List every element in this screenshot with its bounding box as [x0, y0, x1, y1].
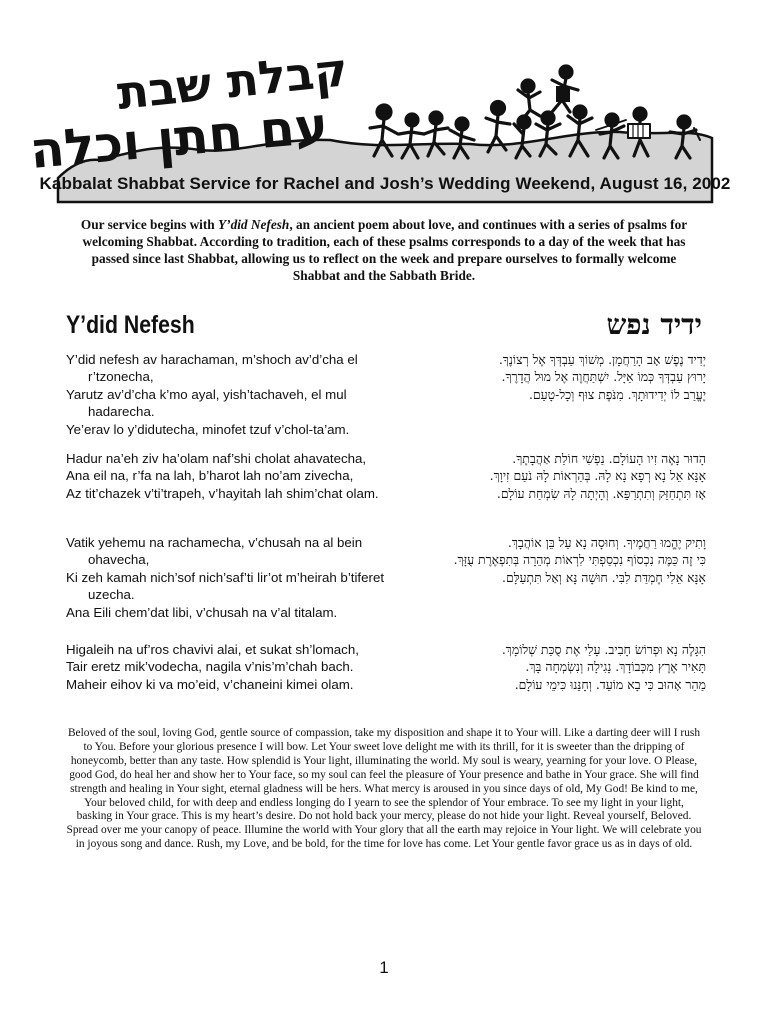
hebrew-text [416, 641, 706, 693]
verse-line: וָתִיק יֶהֱמוּ רַחֲמֶיךָ. וְחוּסָה נָא עַל בֵּן אוֹהֲבָךְ. [507, 535, 706, 550]
verse-line: תָּאִיר אֶרֶץ מִכְּבוֹדָךְ. נָגִילָה וְנִשְׂמְחָה בָּךְ. [525, 659, 706, 675]
verse-line: כִּי זֶה כַּמֶּה נִכְסוֹף נִכְסַפְתִּי לִרְאוֹת מְהֵרָה בְּתִפְאֶרֶת עֻזָּךְ. [453, 552, 706, 568]
verse-line: Vatik yehemu na rachamecha, v’chusah na al bein ohavecha, [66, 535, 363, 568]
verse-line: Ye’erav lo y’didutecha, minofet tzuf v’chol-ta’am. [66, 421, 350, 437]
verse-line: הִגָּלֶה נָא וּפְרוֹשׂ חָבִיב. עָלַי אֶת סֻכַּת שְׁלוֹמָךְ. [501, 642, 706, 657]
intro-text-start: Our service begins with [80, 217, 219, 232]
hebrew-text [416, 450, 706, 502]
header-illustration [0, 0, 768, 205]
section-title-english: Y’did Nefesh [66, 311, 195, 339]
stanza [66, 450, 706, 520]
verse-line: Ana Eili chem’dat libi, v’chusah na v’al titalam. [66, 604, 338, 620]
english-transliteration [66, 351, 396, 438]
english-transliteration [66, 534, 396, 621]
hebrew-text [416, 534, 706, 586]
poem-verses [66, 351, 706, 708]
hebrew-title-line-2: עם חתן וכלה [27, 96, 331, 180]
intro-text-end: , an ancient poem about love, and continues with a series of psalms for welcoming Shabbat. According to tradition, each of these psalms corresponds to a day of the week that has passed since last Shabbat, allowing us to reflect on the week and prepare ourselves to formally welcome Shabbat and the Sabbath Bride. [82, 217, 688, 283]
verse-line: Yarutz av’d’cha k’mo ayal, yish’tachaveh, el mul hadarecha. [66, 386, 347, 420]
verse-line: יֶעֱרַב לוֹ יְדִידוּתָךְ. מִנֹּפֶת צוּף וְכָל-טָעַם. [528, 386, 706, 402]
page-number: 1 [379, 958, 389, 977]
verse-line: Higaleih na uf’ros chavivi alai, et sukat sh’lomach, [66, 642, 359, 657]
verse-line: יְדִיד נֶפֶשׁ אָב הָרַחֲמָן. מְשׁוֹךְ עַבְדְּךָ אֶל רְצוֹנֶךָ. [498, 352, 706, 367]
verse-line: Tair eretz mik’vodecha, nagila v’nis’m’chah bach. [66, 659, 354, 675]
hebrew-text [416, 351, 706, 403]
english-transliteration [66, 641, 396, 693]
verse-line: Y’did nefesh av harachaman, m’shoch av’d’cha el r’tzonecha, [66, 352, 358, 385]
intro-paragraph [70, 216, 698, 284]
verse-line: Hadur na’eh ziv ha’olam naf’shi cholat ahavatecha, [66, 451, 367, 466]
hebrew-title-line-1: קבלת שבת [114, 42, 351, 121]
english-transliteration [66, 450, 396, 502]
verse-line: הָדוּר נָאֶה זִיו הָעוֹלָם. נַפְשִׁי חוֹלַת אַהֲבָתֶךָ. [512, 451, 706, 466]
english-translation: Beloved of the soul, loving God, gentle source of compassion, take my disposition and shape it to Your will. Like a darting deer will I rush to You. Before your glorious presence I will bow. Let Your sweet love delight me with its thrill, for it is sweeter than the dripping of honeycomb, better than any taste. How splendid is Your light, illuminating the world. My soul is weary, yearning for your love. O Please, good God, do heal her and show her to Your face, so my soul can feel the pleasure of Your presence and bathe in Your grace. She will find strength and healing in Your sight, eternal gladness will be hers. What mercy is aroused in you since days of old, My God! Be kind to me, Your beloved child, for with deep and endless longing do I yearn to see the splendor of Your embrace. To see my light in your light, basking in Your grace. This is my heart’s desire. Do not hold back your mercy, please do not hide your light. Reveal yourself, Beloved. Spread over me your canopy of peace. Illumine the world with Your glory that all the earth may rejoice in Your light. We will celebrate you in joyous song and dance. Rush, my Love, and be bold, for the time for love has come. Let Your gentle favor grace us as in days of old. [66, 727, 702, 851]
stanza [66, 351, 706, 437]
verse-line: מַהֵר אָהוּב כִּי בָא מוֹעֵד. וְחָנֵּנוּ כִּימֵי עוֹלָם. [514, 676, 706, 692]
intro-poem-name: Y’did Nefesh [218, 217, 290, 232]
banner-title: Kabbalat Shabbat Service for Rachel and Josh’s Wedding Weekend, August 16, 2002 [39, 174, 731, 193]
verse-line: אָנָּא אֵל נָא רְפָא נָא לָהּ. בְּהַרְאוֹת לָהּ נֹעַם זִיוָךְ. [489, 468, 706, 484]
section-title-hebrew: ידיד נפש [606, 308, 702, 341]
stanza [66, 641, 706, 695]
verse-line: Maheir eihov ki va mo’eid, v’chaneini kimei olam. [66, 676, 354, 692]
stanza [66, 534, 706, 620]
verse-line: אָז תִּתְחַזֵּק וְתִתְרַפֵּא. וְהָיְתָה לָהּ שִׂמְחַת עוֹלָם. [496, 485, 706, 501]
verse-line: Az tit’chazek v’ti’trapeh, v’hayitah lah shim’chat olam. [66, 485, 379, 501]
verse-line: Ki zeh kamah nich’sof nich’saf’ti lir’ot m’heirah b’tiferet uzecha. [66, 569, 385, 603]
verse-line: אָנָּא אֵלִי חֶמְדַּת לִבִּי. חוּשָׁה נָּא וְאַל תִּתְעַלָּם. [502, 569, 706, 585]
verse-line: Ana eil na, r’fa na lah, b’harot lah no’am zivecha, [66, 468, 354, 484]
verse-line: יָרוּץ עַבְדְּךָ כְּמוֹ אַיָּל. יִשְׁתַּחֲוֶה אֶל מוּל הֲדָרֶךָ. [501, 369, 706, 385]
